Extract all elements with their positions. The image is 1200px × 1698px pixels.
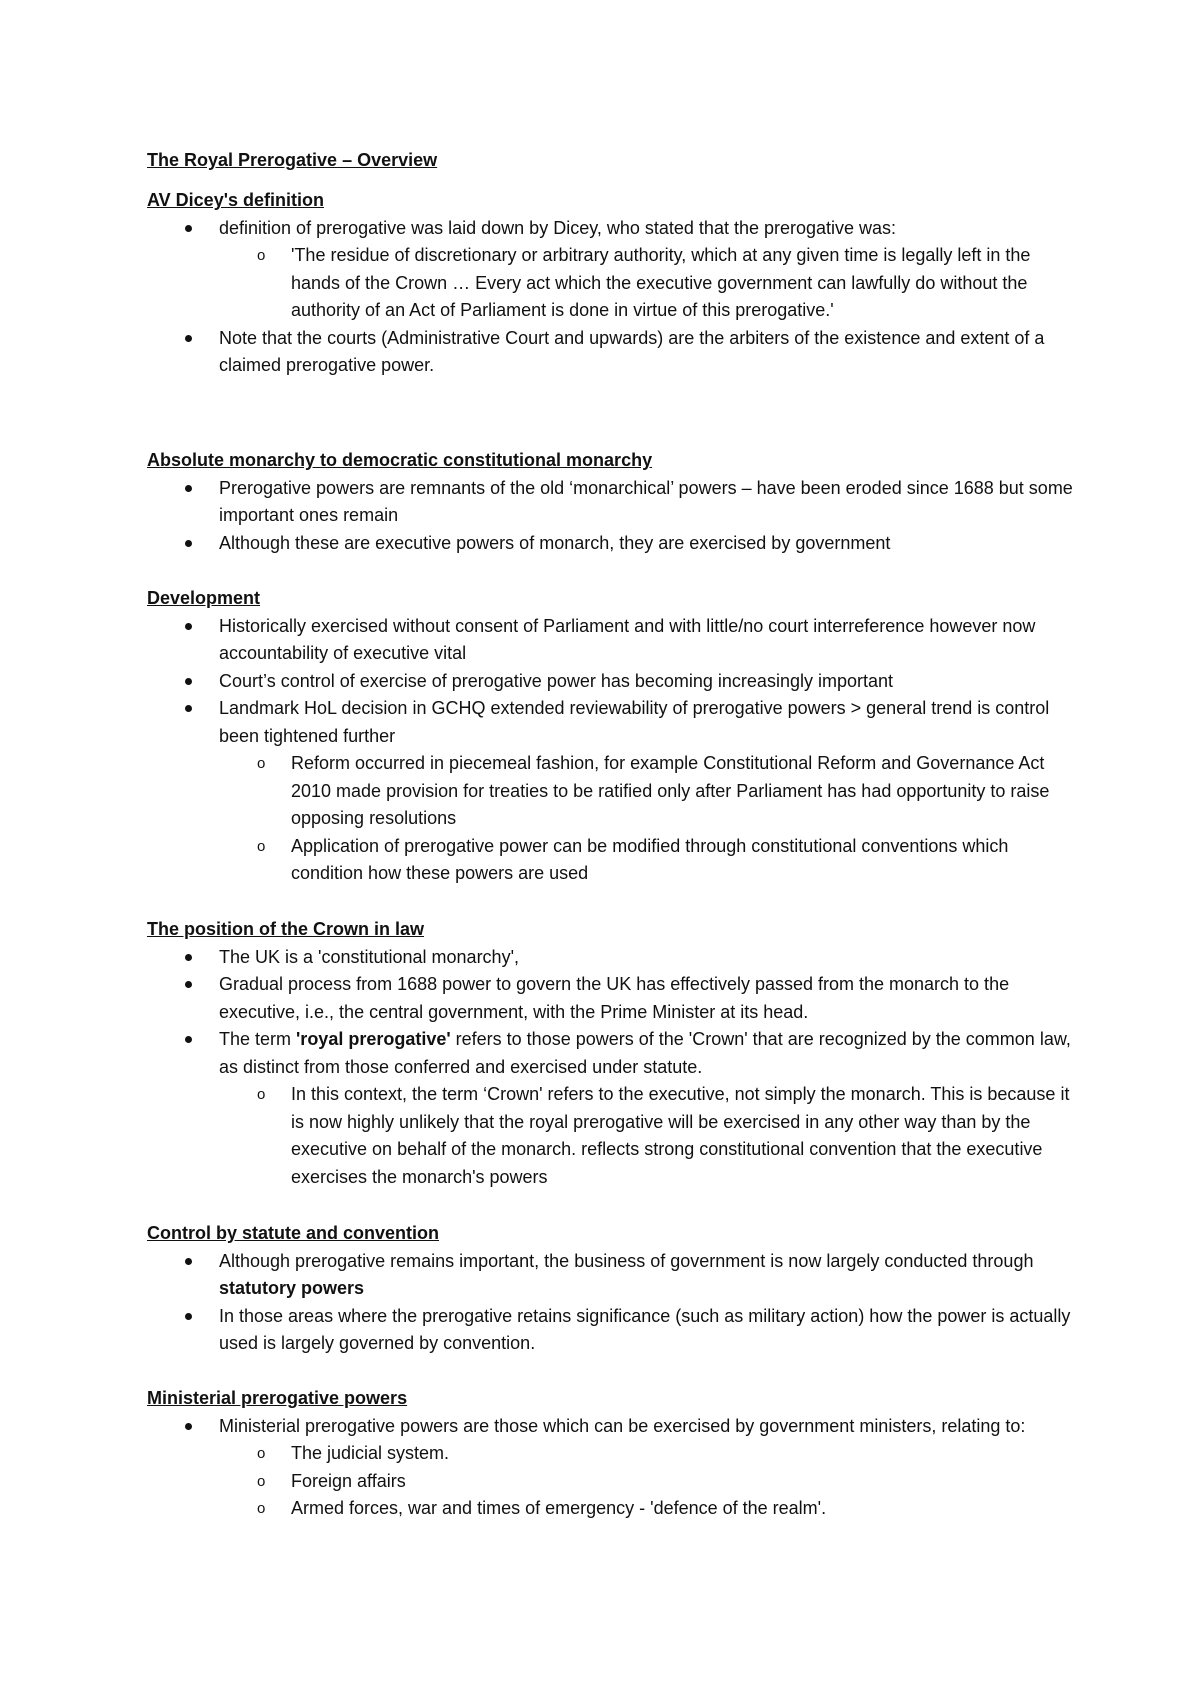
bold-term: statutory powers bbox=[219, 1278, 365, 1298]
bullet-icon bbox=[185, 954, 192, 961]
list-item: Historically exercised without consent of Parliament and with little/no court interreference however now accountability of executive vital bbox=[147, 613, 1077, 668]
list-item: The term 'royal prerogative' refers to those powers of the 'Crown' that are recognized by the common law, as distinct from those conferred and exercised under statute. o In this context, the term ‘Crown' refers to the executive, not simply the monarch. This is because it is now highly unlikely that the royal prerogative will be exercised in any other way than by the executive on behalf of the monarch. reflects strong constitutional convention that the executive exercises the monarch's powers bbox=[147, 1026, 1077, 1191]
section-heading: AV Dicey's definition bbox=[147, 190, 324, 210]
section-development bbox=[147, 585, 1077, 888]
list-item: The UK is a 'constitutional monarchy', bbox=[147, 944, 1077, 972]
bullet-icon bbox=[185, 540, 192, 547]
bullet-icon bbox=[185, 335, 192, 342]
section-dicey-definition bbox=[147, 187, 1077, 380]
bullet-list bbox=[147, 1248, 1077, 1358]
section-heading: Absolute monarchy to democratic constitutional monarchy bbox=[147, 450, 653, 470]
sub-list-item: o 'The residue of discretionary or arbitrary authority, which at any given time is legally left in the hands of the Crown … Every act which the executive government can lawfully do without the authority of an Act of Parliament is done in virtue of this prerogative.' bbox=[219, 242, 1077, 325]
bullet-icon bbox=[185, 705, 192, 712]
bold-term: 'royal prerogative' bbox=[296, 1029, 451, 1049]
hollow-bullet-icon: o bbox=[257, 1086, 266, 1103]
hollow-bullet-icon: o bbox=[257, 755, 266, 772]
bullet-icon bbox=[185, 1423, 192, 1430]
sub-list-item: o Reform occurred in piecemeal fashion, for example Constitutional Reform and Governance Act 2010 made provision for treaties to be ratified only after Parliament has had opportunity to raise opposing resolutions bbox=[219, 750, 1077, 833]
bullet-icon bbox=[185, 1313, 192, 1320]
bullet-list bbox=[147, 613, 1077, 888]
bullet-list bbox=[147, 944, 1077, 1192]
section-crown-in-law bbox=[147, 916, 1077, 1191]
list-item: Gradual process from 1688 power to govern the UK has effectively passed from the monarch to the executive, i.e., the central government, with the Prime Minister at its head. bbox=[147, 971, 1077, 1026]
hollow-bullet-icon: o bbox=[257, 1500, 266, 1517]
list-item: Court’s control of exercise of prerogative power has becoming increasingly important bbox=[147, 668, 1077, 696]
sub-list bbox=[219, 750, 1077, 888]
list-item: definition of prerogative was laid down by Dicey, who stated that the prerogative was: o 'The residue of discretionary or arbitrary authority, which at any given time is legally left in the hands of the Crown … Every act which the executive government can lawfully do without the authority of an Act of Parliament is done in virtue of this prerogative.' bbox=[147, 215, 1077, 325]
bullet-icon bbox=[185, 981, 192, 988]
sub-list-item: o Armed forces, war and times of emergency - 'defence of the realm'. bbox=[219, 1495, 1077, 1523]
bullet-icon bbox=[185, 623, 192, 630]
section-heading: Ministerial prerogative powers bbox=[147, 1388, 408, 1408]
hollow-bullet-icon: o bbox=[257, 247, 266, 264]
list-item: Landmark HoL decision in GCHQ extended reviewability of prerogative powers > general trend is control been tightened further o Reform occurred in piecemeal fashion, for example Constitutional Reform and Governance Act 2010 made provision for treaties to be ratified only after Parliament has had opportunity to raise opposing resolutions o Application of prerogative power can be modified through constitutional conventions which condition how these powers are used bbox=[147, 695, 1077, 888]
bullet-icon bbox=[185, 1258, 192, 1265]
hollow-bullet-icon: o bbox=[257, 1472, 266, 1490]
document-title: The Royal Prerogative – Overview bbox=[147, 150, 438, 170]
bullet-icon bbox=[185, 1036, 192, 1043]
section-heading: The position of the Crown in law bbox=[147, 919, 424, 939]
sub-list-item: o Foreign affairs bbox=[219, 1468, 1077, 1496]
section-heading: Control by statute and convention bbox=[147, 1223, 440, 1243]
section-ministerial-powers bbox=[147, 1385, 1077, 1523]
list-item: Note that the courts (Administrative Court and upwards) are the arbiters of the existence and extent of a claimed prerogative power. bbox=[147, 325, 1077, 380]
list-item: In those areas where the prerogative retains significance (such as military action) how the power is actually used is largely governed by convention. bbox=[147, 1303, 1077, 1358]
bullet-list bbox=[147, 1413, 1077, 1523]
sub-list-item: o Application of prerogative power can be modified through constitutional conventions which condition how these powers are used bbox=[219, 833, 1077, 888]
list-item: Although these are executive powers of monarch, they are exercised by government bbox=[147, 530, 1077, 558]
bullet-list bbox=[147, 475, 1077, 558]
section-heading: Development bbox=[147, 588, 261, 608]
sub-list bbox=[219, 1081, 1077, 1191]
sub-list bbox=[219, 242, 1077, 325]
sub-list-item: o In this context, the term ‘Crown' refers to the executive, not simply the monarch. This is because it is now highly unlikely that the royal prerogative will be exercised in any other way than by the executive on behalf of the monarch. reflects strong constitutional convention that the executive exercises the monarch's powers bbox=[219, 1081, 1077, 1191]
bullet-icon bbox=[185, 225, 192, 232]
bullet-icon bbox=[185, 678, 192, 685]
section-statute-convention bbox=[147, 1220, 1077, 1358]
section-absolute-monarchy bbox=[147, 447, 1077, 557]
list-item: Ministerial prerogative powers are those which can be exercised by government ministers, relating to: o The judicial system. o Foreign affairs o Armed forces, war and times of emergency - 'defence of the realm'. bbox=[147, 1413, 1077, 1523]
hollow-bullet-icon: o bbox=[257, 837, 266, 855]
bullet-icon bbox=[185, 485, 192, 492]
sub-list-item: o The judicial system. bbox=[219, 1440, 1077, 1468]
list-item: Although prerogative remains important, the business of government is now largely conducted through statutory powers bbox=[147, 1248, 1077, 1303]
sub-list bbox=[219, 1440, 1077, 1523]
hollow-bullet-icon: o bbox=[257, 1445, 266, 1462]
list-item: Prerogative powers are remnants of the old ‘monarchical’ powers – have been eroded since 1688 but some important ones remain bbox=[147, 475, 1077, 530]
bullet-list bbox=[147, 215, 1077, 380]
